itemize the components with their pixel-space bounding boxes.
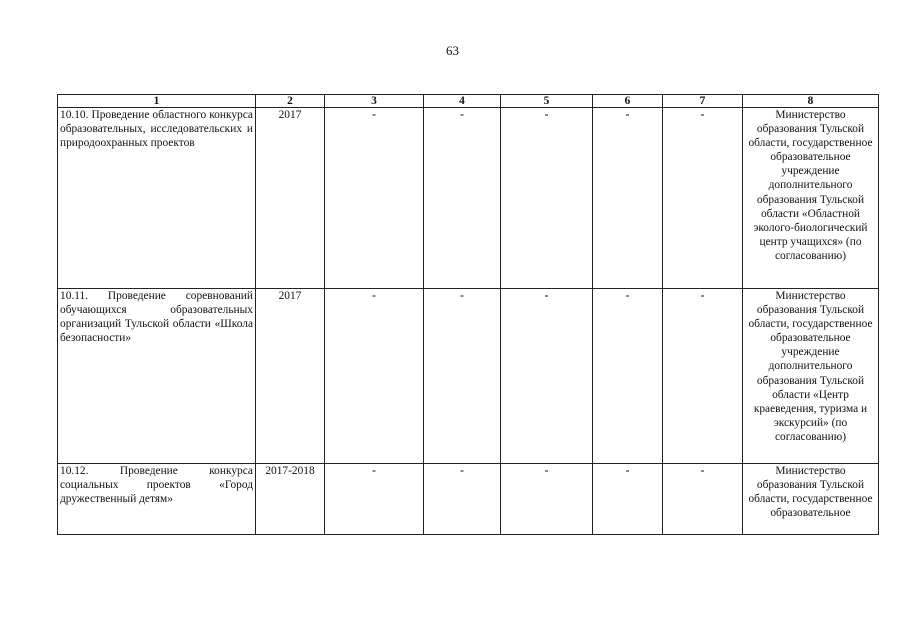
column-header: 4 — [424, 95, 501, 108]
table-header-row — [58, 95, 879, 108]
value-cell: - — [424, 464, 501, 535]
event-cell: 10.12. Проведение конкурса социальных проектов «Город дружественный детям» — [58, 464, 256, 535]
value-cell: - — [325, 289, 424, 464]
page-number: 63 — [446, 43, 459, 58]
value-cell: - — [325, 464, 424, 535]
value-cell: - — [663, 289, 743, 464]
period-cell: 2017-2018 — [256, 464, 325, 535]
plan-table — [57, 94, 879, 535]
value-cell: - — [593, 464, 663, 535]
table-row — [58, 108, 879, 289]
column-header: 8 — [743, 95, 879, 108]
table-row — [58, 289, 879, 464]
value-cell: - — [663, 108, 743, 289]
executor-text: Министерство образования Тульской области, государственное образовательное — [748, 465, 873, 520]
value-cell: - — [501, 289, 593, 464]
value-cell: - — [593, 289, 663, 464]
column-header: 1 — [58, 95, 256, 108]
executor-cell: Министерство образования Тульской области, государственное образовательное учреждение дополнительного образования Тульской области «Областной эколого-биологический центр учащихся» (по согласованию) — [743, 108, 879, 289]
value-cell: - — [424, 289, 501, 464]
column-header: 6 — [593, 95, 663, 108]
value-cell: - — [501, 108, 593, 289]
column-header: 2 — [256, 95, 325, 108]
period-cell: 2017 — [256, 289, 325, 464]
executor-cell — [743, 464, 879, 535]
period-cell: 2017 — [256, 108, 325, 289]
event-cell: 10.10. Проведение областного конкурса образовательных, исследовательских и природоохранных проектов — [58, 108, 256, 289]
column-header: 7 — [663, 95, 743, 108]
value-cell: - — [325, 108, 424, 289]
value-cell: - — [424, 108, 501, 289]
value-cell: - — [501, 464, 593, 535]
event-cell: 10.11. Проведение соревнований обучающихся образовательных организаций Тульской области «Школа безопасности» — [58, 289, 256, 464]
value-cell: - — [593, 108, 663, 289]
column-header: 5 — [501, 95, 593, 108]
value-cell: - — [663, 464, 743, 535]
table-row — [58, 464, 879, 535]
column-header: 3 — [325, 95, 424, 108]
executor-cell: Министерство образования Тульской области, государственное образовательное учреждение дополнительного образования Тульской области «Центр краеведения, туризма и экскурсий» (по согласованию) — [743, 289, 879, 464]
